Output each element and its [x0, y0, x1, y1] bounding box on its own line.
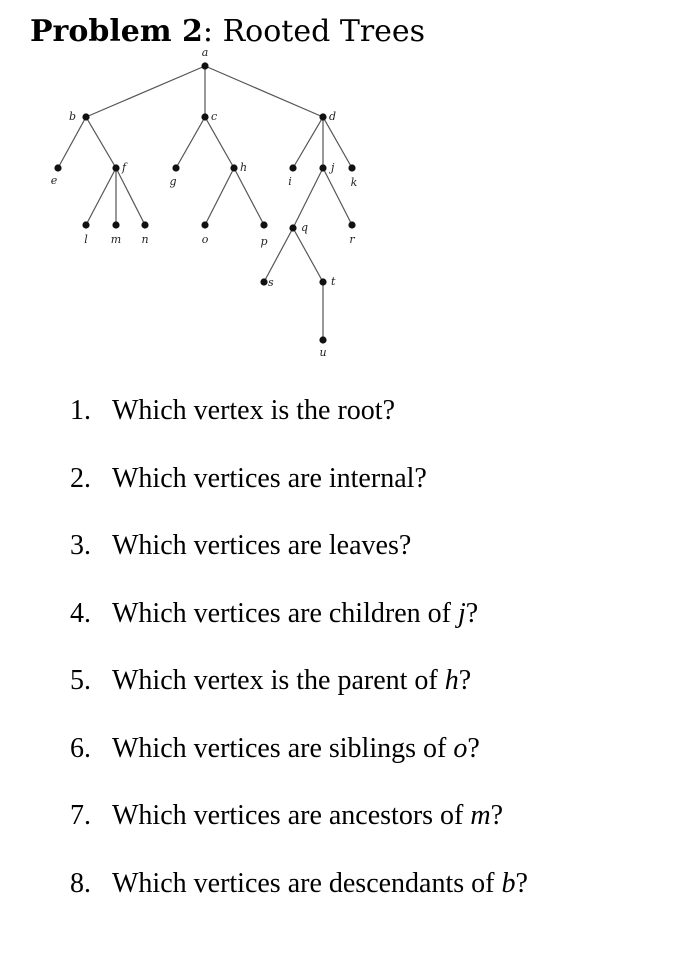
question-8: [70, 868, 528, 900]
edge-b-e: [58, 117, 86, 168]
vertex-label-p: p: [260, 235, 268, 248]
question-4: [70, 598, 478, 630]
vertex-a: [201, 62, 208, 69]
vertex-e: [54, 164, 61, 171]
edge-q-s: [264, 228, 293, 282]
vertex-label-r: r: [349, 233, 355, 246]
edge-j-r: [323, 168, 352, 225]
question-2: [70, 463, 427, 495]
vertex-label-l: l: [84, 233, 88, 246]
question-number: 7.: [70, 800, 91, 831]
vertex-label-m: m: [110, 233, 122, 246]
question-text: Which vertices are descendants of: [112, 868, 502, 899]
vertex-label-s: s: [268, 276, 274, 289]
vertex-label-g: g: [169, 175, 177, 188]
vertex-n: [141, 221, 148, 228]
question-variable: h: [444, 665, 459, 696]
vertex-label-c: c: [211, 110, 218, 123]
question-number: 3.: [70, 530, 91, 561]
question-end: ?: [458, 665, 472, 696]
edge-j-q: [293, 168, 323, 228]
vertex-f: [112, 164, 119, 171]
vertex-p: [260, 221, 267, 228]
vertex-label-n: n: [141, 233, 149, 246]
vertex-r: [348, 221, 355, 228]
vertex-c: [201, 113, 208, 120]
vertex-l: [82, 221, 89, 228]
vertex-h: [230, 164, 237, 171]
problem-colon: :: [202, 14, 214, 49]
edge-f-l: [86, 168, 116, 225]
rooted-tree-diagram: [0, 0, 694, 380]
vertex-label-a: a: [201, 46, 209, 59]
edge-d-i: [293, 117, 323, 168]
vertex-label-j: j: [331, 161, 335, 174]
question-text: Which vertex is the root?: [112, 395, 396, 426]
question-variable: m: [470, 800, 491, 831]
edge-a-d: [205, 66, 323, 117]
question-text: Which vertex is the parent of: [112, 665, 445, 696]
question-number: 8.: [70, 868, 91, 899]
edge-c-g: [176, 117, 205, 168]
question-3: [70, 530, 411, 562]
edge-a-b: [86, 66, 205, 117]
vertex-label-e: e: [50, 174, 58, 187]
vertex-label-h: h: [240, 161, 248, 174]
vertex-label-k: k: [350, 176, 358, 189]
vertex-label-d: d: [329, 110, 337, 123]
question-variable: j: [457, 598, 466, 629]
question-end: ?: [490, 800, 504, 831]
vertex-label-b: b: [68, 110, 76, 123]
vertex-d: [319, 113, 326, 120]
vertex-q: [289, 224, 296, 231]
question-text: Which vertices are siblings of: [112, 733, 454, 764]
question-text: Which vertices are children of: [112, 598, 458, 629]
vertex-label-t: t: [331, 275, 336, 288]
question-text: Which vertices are leaves?: [112, 530, 412, 561]
question-number: 1.: [70, 395, 91, 426]
question-variable: o: [453, 733, 468, 764]
tree-labels: [51, 46, 358, 359]
edge-h-p: [234, 168, 264, 225]
edge-d-k: [323, 117, 352, 168]
vertex-k: [348, 164, 355, 171]
question-variable: b: [501, 868, 516, 899]
question-6: [70, 733, 480, 765]
question-text: Which vertices are internal?: [112, 463, 427, 494]
question-1: [70, 395, 395, 427]
vertex-g: [172, 164, 179, 171]
edge-b-f: [86, 117, 116, 168]
edge-c-h: [205, 117, 234, 168]
vertex-o: [201, 221, 208, 228]
vertex-s: [260, 278, 267, 285]
edge-h-o: [205, 168, 234, 225]
vertex-i: [289, 164, 296, 171]
tree-edges: [58, 66, 352, 340]
problem-topic: Rooted Trees: [222, 14, 426, 49]
question-end: ?: [467, 733, 480, 764]
vertex-m: [112, 221, 119, 228]
question-end: ?: [465, 598, 479, 629]
vertex-label-o: o: [201, 233, 209, 246]
vertex-u: [319, 336, 326, 343]
question-number: 6.: [70, 733, 91, 764]
vertex-label-i: i: [288, 175, 292, 188]
vertex-label-u: u: [319, 346, 327, 359]
question-5: [70, 665, 471, 697]
problem-label: Problem 2: [30, 14, 203, 49]
question-number: 4.: [70, 598, 91, 629]
vertex-label-f: f: [122, 161, 127, 174]
question-end: ?: [515, 868, 528, 899]
question-number: 2.: [70, 463, 91, 494]
question-7: [70, 800, 503, 832]
edge-q-t: [293, 228, 323, 282]
vertex-b: [82, 113, 89, 120]
vertex-label-q: q: [301, 221, 309, 234]
vertex-t: [319, 278, 326, 285]
edge-f-n: [116, 168, 145, 225]
vertex-j: [319, 164, 326, 171]
question-number: 5.: [70, 665, 91, 696]
question-text: Which vertices are ancestors of: [112, 800, 471, 831]
